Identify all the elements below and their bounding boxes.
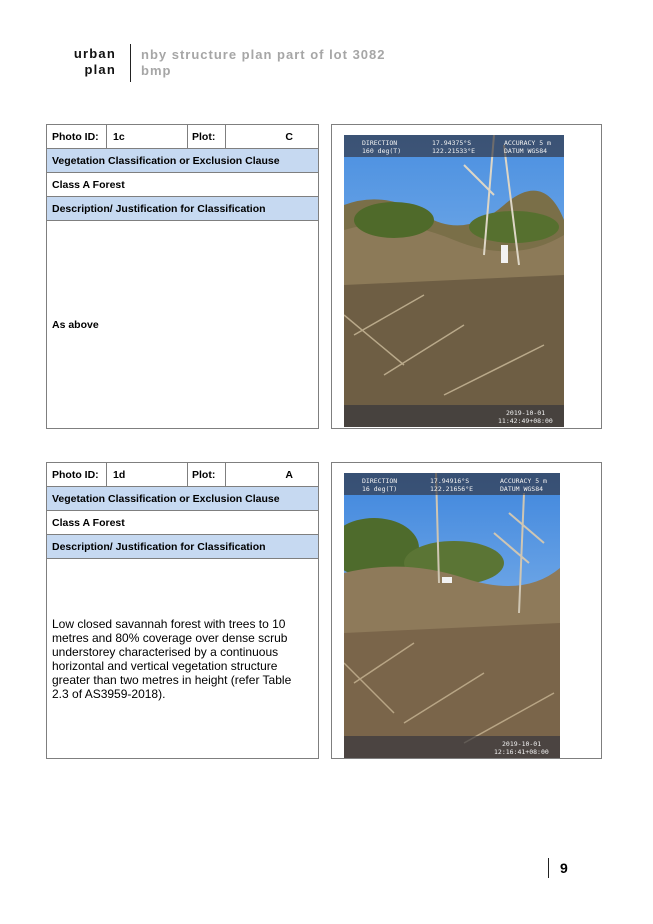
plot-label: Plot: (188, 463, 226, 486)
overlay-accuracy: ACCURACY 5 m (500, 477, 547, 485)
photo-overlay-bottom (344, 736, 560, 758)
overlay-accuracy: ACCURACY 5 m (504, 139, 551, 147)
description-text: Low closed savannah forest with trees to 10 metres and 80% coverage over dense scrub understorey characterised by a continuous horizontal and vertical vegetation structure greater than two metres in height (refer Table 2.3 of AS3959-2018). (52, 617, 292, 701)
photo-overlay-bottom (344, 405, 564, 427)
overlay-datum: DATUM WGS84 (500, 485, 544, 493)
overlay-latitude: 17.94916°S (430, 477, 470, 485)
overlay-direction: 160 deg(T) (362, 147, 402, 155)
site-photo-1c (344, 135, 564, 427)
document-title (141, 47, 441, 79)
document-title-line-1: nby structure plan part of lot 3082 (141, 47, 386, 62)
overlay-time: 12:16:41+08:00 (494, 748, 549, 756)
overlay-direction: 16 deg(T) (362, 485, 398, 493)
classification-heading: Vegetation Classification or Exclusion Clause (47, 487, 318, 511)
overlay-direction-label: DIRECTION (362, 477, 398, 485)
site-card-1d (46, 462, 319, 759)
photo-id-value: 1c (107, 125, 188, 148)
description-text: As above (52, 319, 99, 331)
photo-id-value: 1d (107, 463, 188, 486)
classification-value: Class A Forest (47, 511, 318, 535)
logo-line-2: plan (84, 62, 116, 77)
page-number: 9 (560, 860, 568, 876)
photo-id-label: Photo ID: (47, 463, 107, 486)
overlay-date: 2019-10-01 (502, 740, 542, 748)
photo-id-row (47, 463, 318, 487)
plot-label: Plot: (188, 125, 226, 148)
overlay-direction-label: DIRECTION (362, 139, 398, 147)
footer-divider (548, 858, 549, 878)
plot-value: A (285, 468, 293, 481)
description-heading: Description/ Justification for Classification (47, 535, 318, 559)
site-card-1c (46, 124, 319, 429)
classification-value: Class A Forest (47, 173, 318, 197)
logo-line-1: urban (73, 46, 116, 61)
plot-value: C (285, 130, 293, 143)
overlay-time: 11:42:49+08:00 (498, 417, 553, 425)
site-photo-frame-1c (331, 124, 602, 429)
site-photo-frame-1d (331, 462, 602, 759)
photo-overlay-top (344, 473, 560, 495)
photo-overlay-top (344, 135, 564, 157)
document-title-line-2: bmp (141, 63, 172, 78)
header-divider (130, 44, 131, 82)
description-heading: Description/ Justification for Classification (47, 197, 318, 221)
photo-id-row (47, 125, 318, 149)
overlay-date: 2019-10-01 (506, 409, 546, 417)
overlay-longitude: 122.21533°E (432, 147, 476, 155)
photo-id-label: Photo ID: (47, 125, 107, 148)
site-photo-1d (344, 473, 560, 758)
classification-heading: Vegetation Classification or Exclusion Clause (47, 149, 318, 173)
overlay-latitude: 17.94375°S (432, 139, 472, 147)
overlay-datum: DATUM WGS84 (504, 147, 548, 155)
overlay-longitude: 122.21656°E (430, 485, 474, 493)
urban-plan-logo (60, 46, 116, 78)
